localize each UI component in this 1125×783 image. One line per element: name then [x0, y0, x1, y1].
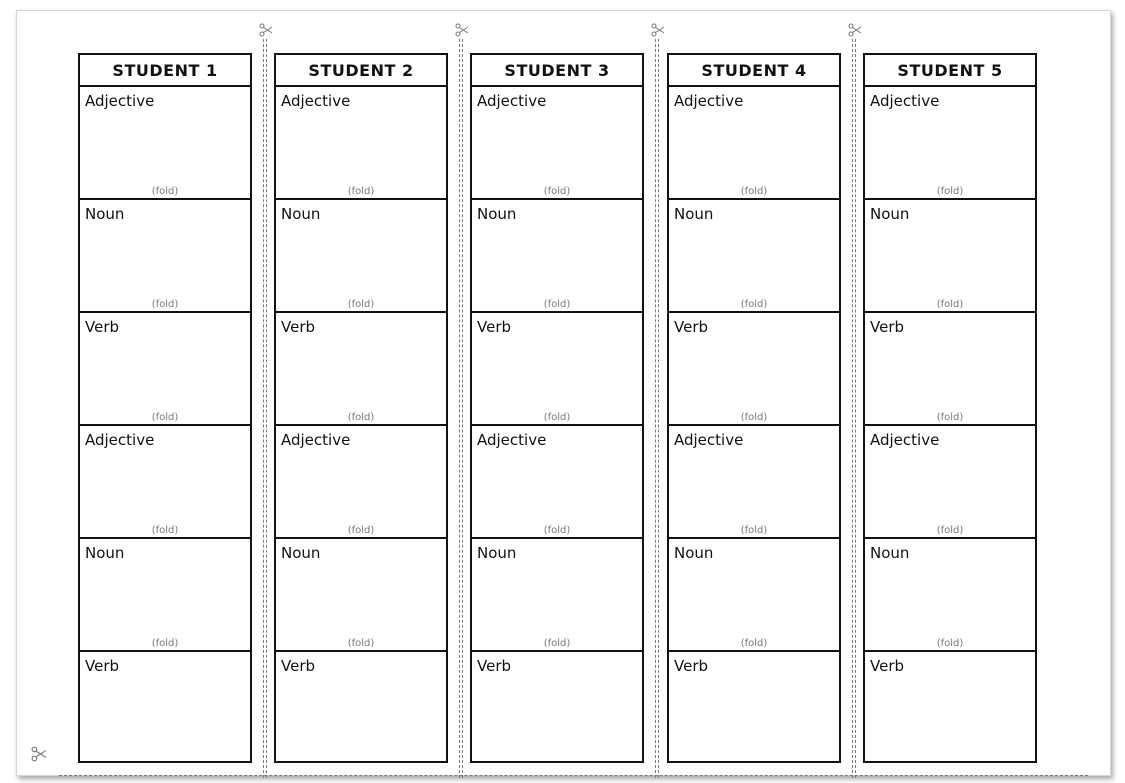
word-label: Noun — [674, 205, 714, 223]
word-label: Adjective — [674, 92, 744, 110]
word-label: Noun — [85, 544, 125, 562]
word-label: Adjective — [674, 431, 744, 449]
fold-label: (fold) — [740, 412, 768, 423]
fold-label: (fold) — [543, 412, 571, 423]
word-label: Adjective — [85, 431, 155, 449]
scissors-icon — [848, 23, 862, 37]
word-label: Verb — [870, 318, 905, 336]
student-card — [470, 53, 644, 763]
word-label: Adjective — [477, 431, 547, 449]
student-title: STUDENT 4 — [669, 55, 839, 87]
word-label: Verb — [870, 657, 905, 675]
student-card — [78, 53, 252, 763]
word-box[interactable] — [80, 652, 250, 762]
word-box[interactable] — [669, 313, 839, 426]
fold-label: (fold) — [936, 299, 964, 310]
scissors-icon — [31, 746, 47, 762]
word-label: Adjective — [281, 431, 351, 449]
fold-label: (fold) — [151, 186, 179, 197]
word-label: Adjective — [870, 431, 940, 449]
cut-line-vertical — [459, 39, 460, 778]
word-box[interactable] — [669, 87, 839, 200]
fold-label: (fold) — [151, 412, 179, 423]
word-box[interactable] — [276, 87, 446, 200]
word-box[interactable] — [80, 200, 250, 313]
fold-label: (fold) — [347, 525, 375, 536]
word-label: Verb — [674, 318, 709, 336]
fold-label: (fold) — [347, 638, 375, 649]
word-label: Noun — [281, 544, 321, 562]
word-box[interactable] — [80, 539, 250, 652]
word-box[interactable] — [669, 652, 839, 762]
word-box[interactable] — [865, 200, 1035, 313]
word-box[interactable] — [865, 313, 1035, 426]
cut-line-vertical — [655, 39, 656, 778]
word-box[interactable] — [276, 313, 446, 426]
cut-line-horizontal — [59, 775, 1088, 776]
worksheet-page — [16, 10, 1111, 776]
word-label: Noun — [870, 544, 910, 562]
word-label: Verb — [477, 657, 512, 675]
word-box[interactable] — [276, 652, 446, 762]
fold-label: (fold) — [936, 186, 964, 197]
word-label: Noun — [85, 205, 125, 223]
word-box[interactable] — [669, 200, 839, 313]
word-label: Verb — [85, 657, 120, 675]
fold-label: (fold) — [936, 525, 964, 536]
scissors-icon — [651, 23, 665, 37]
word-box[interactable] — [472, 426, 642, 539]
word-box[interactable] — [276, 426, 446, 539]
word-box[interactable] — [472, 313, 642, 426]
word-box[interactable] — [865, 87, 1035, 200]
word-label: Noun — [870, 205, 910, 223]
word-label: Verb — [477, 318, 512, 336]
student-card — [274, 53, 448, 763]
word-box[interactable] — [472, 539, 642, 652]
word-box[interactable] — [865, 426, 1035, 539]
word-label: Noun — [674, 544, 714, 562]
student-title: STUDENT 3 — [472, 55, 642, 87]
word-label: Adjective — [281, 92, 351, 110]
word-label: Noun — [477, 205, 517, 223]
word-box[interactable] — [80, 87, 250, 200]
student-title: STUDENT 5 — [865, 55, 1035, 87]
fold-label: (fold) — [151, 299, 179, 310]
word-box[interactable] — [276, 200, 446, 313]
cut-line-vertical — [263, 39, 264, 778]
student-card — [863, 53, 1037, 763]
fold-label: (fold) — [543, 299, 571, 310]
word-label: Noun — [281, 205, 321, 223]
scissors-icon — [259, 23, 273, 37]
fold-label: (fold) — [151, 525, 179, 536]
fold-label: (fold) — [543, 525, 571, 536]
word-box[interactable] — [472, 87, 642, 200]
fold-label: (fold) — [347, 299, 375, 310]
word-label: Adjective — [477, 92, 547, 110]
word-box[interactable] — [276, 539, 446, 652]
word-box[interactable] — [80, 426, 250, 539]
cut-line-vertical — [852, 39, 853, 778]
fold-label: (fold) — [151, 638, 179, 649]
fold-label: (fold) — [543, 186, 571, 197]
word-label: Verb — [281, 657, 316, 675]
fold-label: (fold) — [740, 299, 768, 310]
word-label: Verb — [674, 657, 709, 675]
word-label: Adjective — [870, 92, 940, 110]
word-label: Verb — [85, 318, 120, 336]
fold-label: (fold) — [740, 638, 768, 649]
student-title: STUDENT 1 — [80, 55, 250, 87]
word-label: Verb — [281, 318, 316, 336]
student-title: STUDENT 2 — [276, 55, 446, 87]
word-box[interactable] — [669, 539, 839, 652]
word-box[interactable] — [669, 426, 839, 539]
fold-label: (fold) — [347, 412, 375, 423]
fold-label: (fold) — [347, 186, 375, 197]
word-box[interactable] — [472, 200, 642, 313]
fold-label: (fold) — [740, 186, 768, 197]
word-box[interactable] — [472, 652, 642, 762]
word-box[interactable] — [865, 539, 1035, 652]
word-box[interactable] — [80, 313, 250, 426]
word-label: Noun — [477, 544, 517, 562]
fold-label: (fold) — [543, 638, 571, 649]
word-box[interactable] — [865, 652, 1035, 762]
scissors-icon — [455, 23, 469, 37]
fold-label: (fold) — [936, 412, 964, 423]
student-card — [667, 53, 841, 763]
fold-label: (fold) — [936, 638, 964, 649]
word-label: Adjective — [85, 92, 155, 110]
fold-label: (fold) — [740, 525, 768, 536]
